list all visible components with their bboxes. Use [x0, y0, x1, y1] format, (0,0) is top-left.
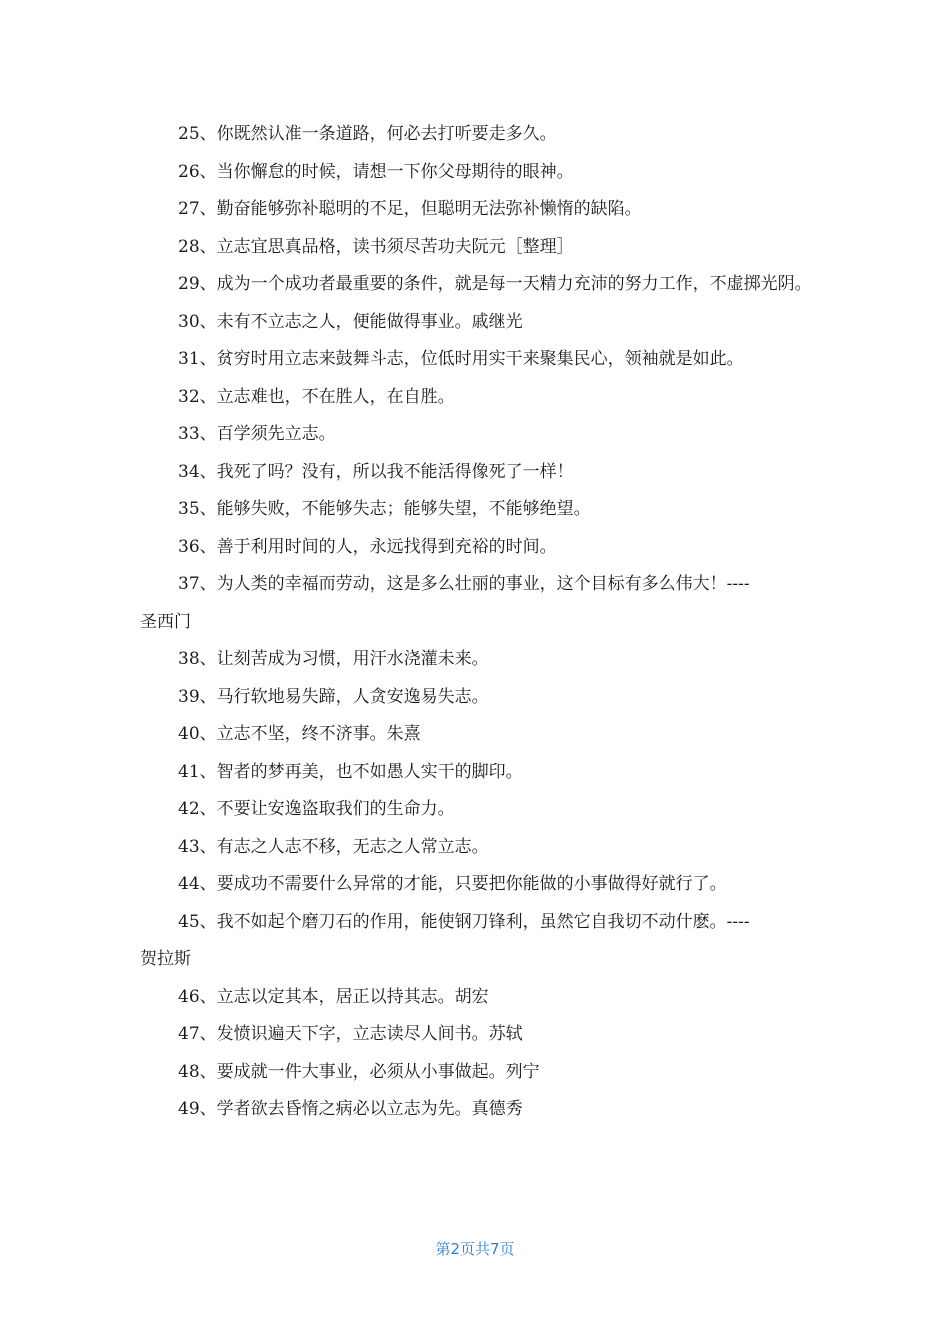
- quote-line: 43、有志之人志不移，无志之人常立志。: [178, 836, 489, 857]
- quote-line: 38、让刻苦成为习惯，用汗水浇灌未来。: [178, 649, 489, 669]
- quote-line: 31、贫穷时用立志来鼓舞斗志，位低时用实干来聚集民心，领袖就是如此。: [178, 349, 744, 369]
- quote-line: 32、立志难也，不在胜人，在自胜。: [178, 386, 455, 407]
- quote-line: 39、马行软地易失蹄，人贪安逸易失志。: [178, 686, 489, 707]
- quote-line: 36、善于利用时间的人，永远找得到充裕的时间。: [178, 536, 557, 557]
- quote-line: 45、我不如起个磨刀石的作用，能使钢刀锋利，虽然它自我切不动什麽。----贺拉斯: [140, 911, 750, 969]
- quote-line: 35、能够失败，不能够失志；能够失望，不能够绝望。: [178, 499, 591, 519]
- quote-line: 30、未有不立志之人，便能做得事业。戚继光: [178, 311, 523, 332]
- quote-line: 49、学者欲去昏惰之病必以立志为先。真德秀: [178, 1099, 523, 1119]
- quote-line: 33、百学须先立志。: [178, 424, 336, 444]
- quote-line: 34、我死了吗？没有，所以我不能活得像死了一样！: [178, 461, 574, 482]
- quote-line: 28、立志宜思真品格，读书须尽苦功夫阮元［整理］: [178, 236, 574, 257]
- quote-line: 48、要成就一件大事业，必须从小事做起。列宁: [178, 1061, 540, 1082]
- quote-line: 26、当你懈怠的时候，请想一下你父母期待的眼神。: [178, 161, 574, 182]
- quote-line: 25、你既然认准一条道路，何必去打听要走多久。: [178, 124, 557, 144]
- quote-line: 37、为人类的幸福而劳动，这是多么壮丽的事业，这个目标有多么伟大！----圣西门: [140, 574, 750, 632]
- quote-line: 42、不要让安逸盗取我们的生命力。: [178, 799, 455, 819]
- quote-line: 41、智者的梦再美，也不如愚人实干的脚印。: [178, 761, 523, 782]
- page-number-footer: 第2页共7页: [435, 1240, 515, 1258]
- quote-line: 46、立志以定其本，居正以持其志。胡宏: [178, 986, 489, 1007]
- quote-line: 29、成为一个成功者最重要的条件，就是每一天精力充沛的努力工作，不虚掷光阴。: [178, 274, 812, 294]
- quote-line: 27、勤奋能够弥补聪明的不足，但聪明无法弥补懒惰的缺陷。: [178, 199, 642, 219]
- quote-line: 44、要成功不需要什么异常的才能，只要把你能做的小事做得好就行了。: [178, 874, 727, 894]
- document-body: [140, 116, 812, 1129]
- quote-line: 40、立志不坚，终不济事。朱熹: [178, 724, 421, 744]
- quote-line: 47、发愤识遍天下字，立志读尽人间书。苏轼: [178, 1024, 523, 1044]
